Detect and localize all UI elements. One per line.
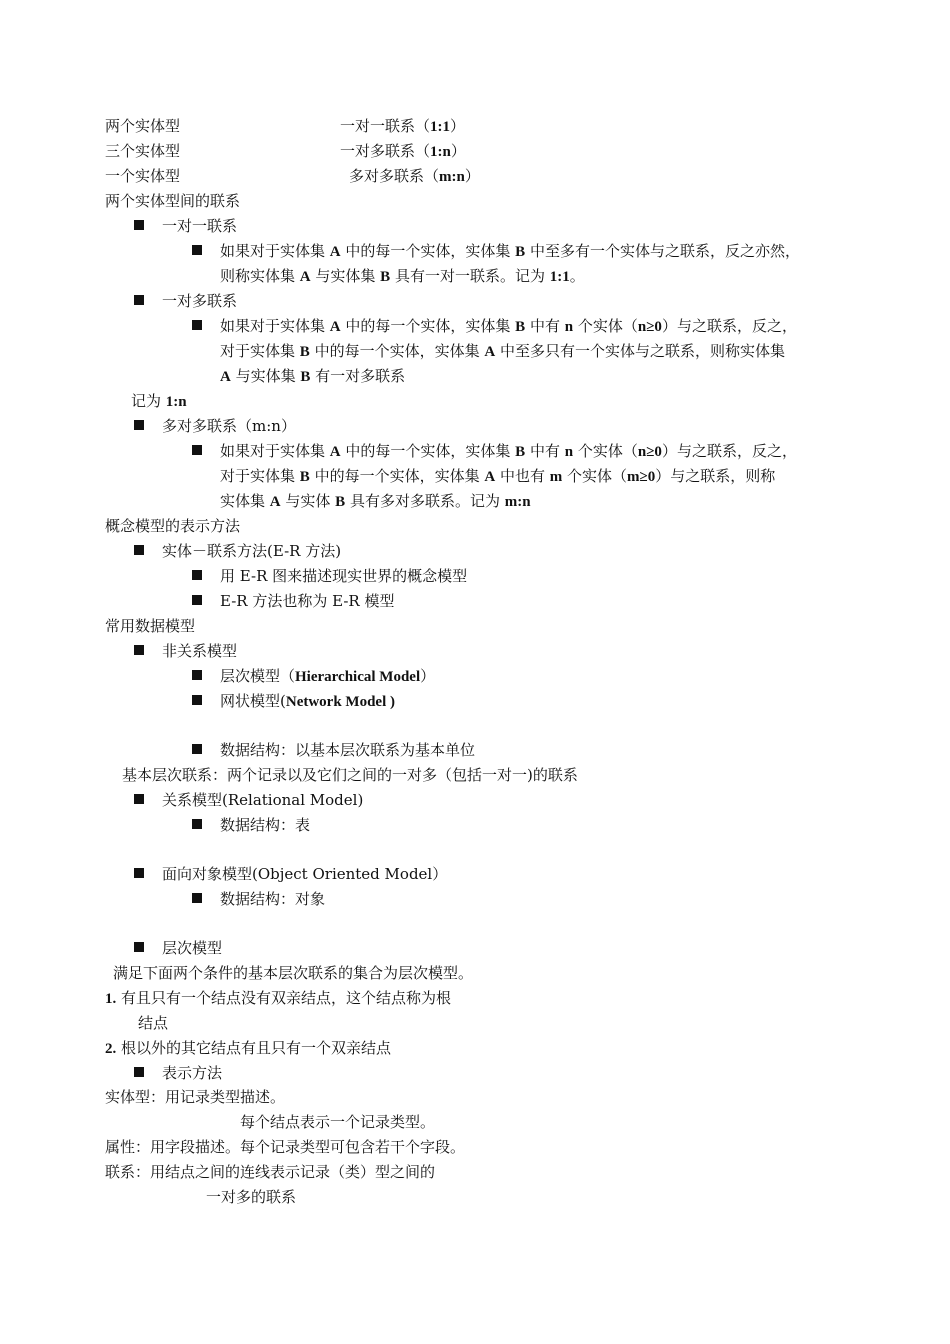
one-to-many-note: 记为 1:n (131, 392, 187, 410)
bullet-icon (134, 936, 144, 961)
bullet-icon (192, 664, 202, 689)
type-row-1-left: 两个实体型 (105, 117, 181, 135)
object-data-structure: 数据结构：对象 (220, 890, 326, 908)
models-heading: 常用数据模型 (105, 617, 196, 635)
hierarchical-model-item: 层次模型（Hierarchical Model） (220, 667, 436, 685)
bullet-icon (134, 1061, 144, 1086)
many-to-many-line-2: 对于实体集 B 中的每一个实体，实体集 A 中也有 m 个实体（m≥0）与之联系，则称 (220, 467, 776, 485)
condition-1: 1. 有且只有一个结点没有双亲结点，这个结点称为根 (105, 989, 452, 1007)
hier-data-structure: 数据结构：以基本层次联系为基本单位 (220, 741, 476, 759)
type-row-3-right: 多对多联系（m:n） (349, 167, 480, 185)
er-method-item: 实体－联系方法(E-R 方法) (162, 542, 342, 560)
condition-2: 2. 根以外的其它结点有且只有一个双亲结点 (105, 1039, 392, 1057)
bullet-icon (134, 862, 144, 887)
bullet-icon (192, 589, 202, 614)
one-to-many-label: 一对多联系 (162, 292, 238, 310)
condition-1-continued: 结点 (138, 1014, 169, 1032)
one-to-many-line-1: 如果对于实体集 A 中的每一个实体，实体集 B 中有 n 个实体（n≥0）与之联系，反之， (220, 317, 797, 335)
bullet-icon (192, 738, 202, 763)
representation-label: 表示方法 (162, 1064, 223, 1082)
bullet-icon (192, 439, 202, 464)
many-to-many-line-1: 如果对于实体集 A 中的每一个实体，实体集 B 中有 n 个实体（n≥0）与之联系，反之， (220, 442, 797, 460)
attribute-desc: 属性：用字段描述。每个记录类型可包含若干个字段。 (105, 1138, 466, 1156)
concept-heading: 概念模型的表示方法 (105, 517, 241, 535)
entity-type-desc: 实体型：用记录类型描述。 (105, 1088, 286, 1106)
basic-relation-note: 基本层次联系：两个记录以及它们之间的一对多（包括一对一)的联系 (122, 766, 578, 784)
type-row-2-left: 三个实体型 (105, 142, 181, 160)
one-to-one-line-2: 则称实体集 A 与实体集 B 具有一对一联系。记为 1:1。 (220, 267, 585, 285)
relationship-desc-cont: 一对多的联系 (206, 1188, 297, 1206)
relationships-heading: 两个实体型间的联系 (105, 192, 241, 210)
relationship-desc: 联系：用结点之间的连线表示记录（类）型之间的 (105, 1163, 436, 1181)
er-sub-2: E-R 方法也称为 E-R 模型 (220, 592, 395, 610)
bullet-icon (134, 788, 144, 813)
er-sub-1: 用 E-R 图来描述现实世界的概念模型 (220, 567, 468, 585)
type-row-1-right: 一对一联系（1:1） (340, 117, 466, 135)
one-to-many-line-3: A 与实体集 B 有一对多联系 (220, 367, 406, 385)
bullet-icon (192, 239, 202, 264)
many-to-many-label: 多对多联系（m:n） (162, 417, 296, 435)
bullet-icon (134, 539, 144, 564)
type-row-2-right: 一对多联系（1:n） (340, 142, 466, 160)
entity-type-desc-cont: 每个结点表示一个记录类型。 (240, 1113, 436, 1131)
many-to-many-line-3: 实体集 A 与实体 B 具有多对多联系。记为 m:n (220, 492, 531, 510)
type-row-3-left: 一个实体型 (105, 167, 181, 185)
bullet-icon (134, 639, 144, 664)
oo-model-item: 面向对象模型(Object Oriented Model） (162, 865, 448, 883)
table-data-structure: 数据结构：表 (220, 816, 311, 834)
hierarchy-model-label: 层次模型 (162, 939, 223, 957)
bullet-icon (192, 314, 202, 339)
bullet-icon (134, 289, 144, 314)
network-model-item: 网状模型(Network Model ) (220, 692, 395, 710)
one-to-one-line-1: 如果对于实体集 A 中的每一个实体，实体集 B 中至多有一个实体与之联系，反之亦然， (220, 242, 800, 260)
bullet-icon (192, 689, 202, 714)
nonrelational-item: 非关系模型 (162, 642, 238, 660)
bullet-icon (192, 813, 202, 838)
bullet-icon (192, 564, 202, 589)
one-to-one-label: 一对一联系 (162, 217, 238, 235)
relational-model-item: 关系模型(Relational Model) (162, 791, 364, 809)
bullet-icon (134, 214, 144, 239)
hierarchy-intro: 满足下面两个条件的基本层次联系的集合为层次模型。 (113, 964, 474, 982)
bullet-icon (192, 887, 202, 912)
bullet-icon (134, 414, 144, 439)
one-to-many-line-2: 对于实体集 B 中的每一个实体，实体集 A 中至多只有一个实体与之联系，则称实体集 (220, 342, 785, 360)
